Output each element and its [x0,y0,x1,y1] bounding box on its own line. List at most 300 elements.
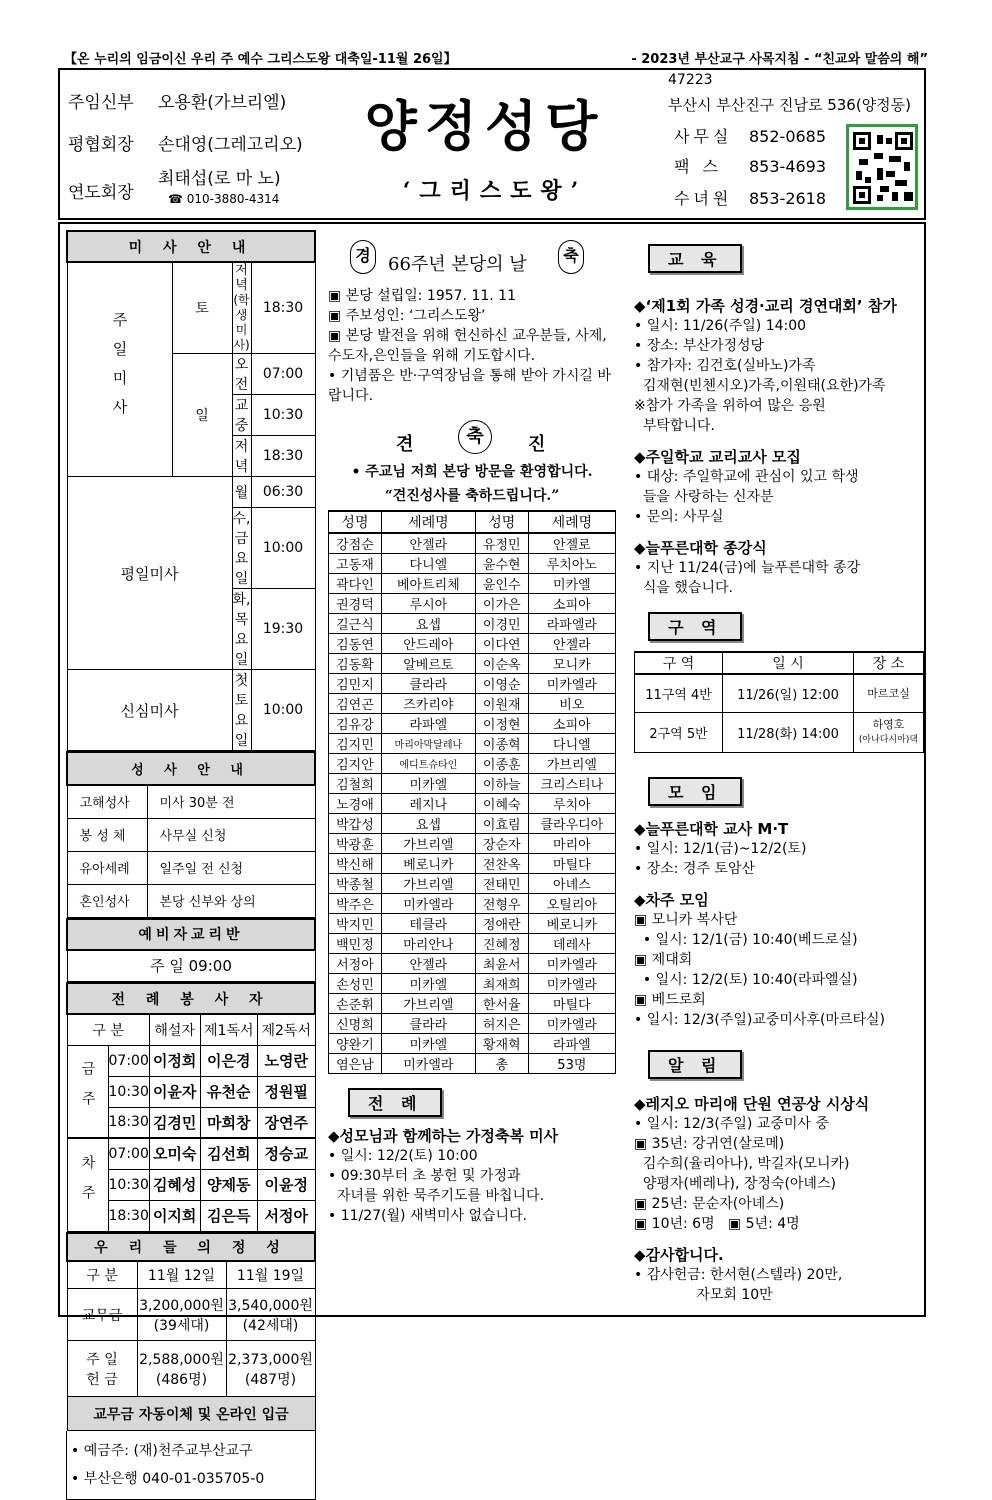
person-name: 최재희 [475,974,528,994]
senior-label: 연도회장 [68,183,134,203]
server-reader2: 장연주 [258,1107,316,1138]
sacrament-name: 고해성사 [67,785,147,818]
baptismal-name: 아녜스 [528,874,615,894]
office-phone: 852-0685 [749,127,827,146]
person-name: 곽다인 [329,574,382,594]
person-name: 황재혁 [475,1034,528,1054]
confirmation-header [328,414,616,462]
servers-table [66,982,316,1232]
baptismal-name: 미카엘라 [528,954,615,974]
edu-item-line: 부탁합니다. [634,418,715,434]
weekday-row-label: 월 [232,477,251,508]
fax-number: 853-4693 [749,157,827,176]
person-name: 윤인수 [475,574,528,594]
server-reader1: 김은득 [200,1200,257,1231]
server-reader2: 정원필 [258,1076,316,1107]
table-row [329,914,616,934]
staff-info [68,80,318,206]
baptismal-name: 미카엘라 [381,1054,475,1074]
person-name: 김지안 [329,754,382,774]
table-row [329,634,616,654]
offering-count: (42세대) [242,1317,299,1334]
sun-label: 일 [172,354,232,477]
person-name: 신명희 [329,1014,382,1034]
baptismal-name: 루시아 [381,594,475,614]
baptismal-name: 즈카리야 [381,694,475,714]
baptismal-name: 라파엘 [381,714,475,734]
meeting-item-line: ▣ 제대회 [634,951,693,968]
table-row [329,594,616,614]
district-head: 일 시 [723,652,854,674]
baptismal-name: 마리안나 [381,934,475,954]
baptismal-name: 가브리엘 [381,834,475,854]
baptismal-name: 베아트리체 [381,574,475,594]
left-column [66,230,316,1500]
table-row [329,974,616,994]
notice-item-line: 양평자(베레나), 장정숙(아녜스) [634,1175,836,1192]
offering-kind: 주 일 헌 금 [67,1341,137,1397]
notice-item-title: ◆감사합니다. [634,1245,724,1264]
baptismal-name: 레지나 [381,794,475,814]
meeting-item-title: ◆차주 모임 [634,890,709,909]
person-name: 허지은 [475,1014,528,1034]
catechumen-table [66,918,316,983]
catechumen-time: 주 일 09:00 [67,950,315,982]
person-name: 이영순 [475,674,528,694]
person-name: 권경덕 [329,594,382,614]
baptismal-name: 마틸다 [528,994,615,1014]
offering-count: (486명) [155,1371,208,1388]
person-name: 강점순 [329,533,382,554]
baptismal-name: 에디트슈타인 [381,754,475,774]
sacrament-name: 유아세례 [67,851,147,884]
district-name: 11구역 4반 [635,674,723,712]
person-name: 박종철 [329,874,382,894]
meeting-item-line: • 일시: 12/1(금)~12/2(토) [634,840,807,857]
names-head: 성명 [329,511,382,533]
baptismal-name: 안드레아 [381,634,475,654]
person-name: 이종혁 [475,734,528,754]
senior-name: 최태섭(로 마 노) [158,169,281,189]
baptismal-name: 가브리엘 [381,874,475,894]
edu-label: 교 육 [648,244,742,273]
edu-item-title: ◆주일학교 교리교사 모집 [634,448,801,466]
table-row [329,994,616,1014]
baptismal-name: 알베르토 [381,654,475,674]
baptismal-name: 미카엘 [381,774,475,794]
table-row [329,934,616,954]
sacrament-title: 성 사 안 내 [67,752,315,785]
zip-code: 47223 [668,72,713,88]
edu-item-line: • 문의: 사무실 [634,509,724,525]
table-row [329,614,616,634]
baptismal-name: 베로니카 [381,854,475,874]
sun-row-time: 18:30 [251,436,315,477]
district-table [634,651,924,753]
mass-table [66,230,316,751]
table-row [329,714,616,734]
table-row [329,654,616,674]
names-head: 세례명 [528,511,615,533]
table-row [329,1014,616,1034]
table-row [329,533,616,554]
offering-count: (39세대) [153,1317,210,1334]
sacrament-info: 미사 30분 전 [147,785,315,818]
notice-item-line: • 감사헌금: 한서현(스텔라) 20만, [634,1266,843,1283]
pastor-name: 오용환(가브리엘) [158,93,287,113]
meeting-item-line: ▣ 베드로회 [634,991,706,1008]
council-label: 평협회장 [68,135,134,155]
confirm-char-1: 견 [396,434,414,455]
server-reader1: 양제동 [200,1169,257,1200]
baptismal-name: 루치아 [528,794,615,814]
right-column [634,244,924,1305]
offering-amount: 2,373,000원 [228,1351,313,1368]
sacrament-info: 일주일 전 신청 [147,851,315,884]
sacrament-table [66,751,316,918]
notice-item-line: ▣ 35년: 강귀연(살로메) [634,1135,785,1152]
table-row [329,874,616,894]
baptismal-name: 미카엘라 [528,674,615,694]
auto-transfer-title: 교무금 자동이체 및 온라인 입금 [67,1397,315,1431]
anniversary-title: 66주년 본당의 날 [388,254,527,275]
office-label: 사무실 [674,127,733,146]
edu-item-line: • 일시: 11/26(주일) 14:00 [634,318,807,334]
edu-item-line: ※참가 가족을 위하여 많은 응원 [634,398,826,414]
server-commentator: 이정희 [149,1045,200,1076]
mass-title: 미 사 안 내 [67,231,315,262]
baptismal-name: 미카엘라 [528,1014,615,1034]
baptismal-name: 안젤라 [381,533,475,554]
person-name: 노경애 [329,794,382,814]
sat-evening-label: 저 녁 [235,263,248,293]
meeting-item-line: ▣ 모니카 복사단 [634,911,738,928]
notice-item-line: 자모회 10만 [634,1286,773,1303]
meeting-item-title: ◆늘푸른대학 교사 M·T [634,819,789,838]
sacrament-name: 봉 성 체 [67,818,147,851]
baptismal-name: 가브리엘 [381,994,475,1014]
server-reader2: 노영란 [258,1045,316,1076]
bank-account: • 부산은행 040-01-035705-0 [71,1471,265,1487]
baptismal-name: 다니엘 [381,554,475,574]
baptismal-name: 안젤라 [381,954,475,974]
server-commentator: 김경민 [149,1107,200,1138]
baptismal-name: 비오 [528,694,615,714]
server-commentator: 오미숙 [149,1138,200,1169]
person-name: 김지민 [329,734,382,754]
table-row [329,894,616,914]
liturgy-line: • 11/27(월) 새벽미사 없습니다. [328,1208,528,1224]
district-head: 구 역 [635,652,723,674]
baptismal-name: 다니엘 [528,734,615,754]
server-time: 07:00 [108,1045,149,1076]
catechumen-title: 예비자교리반 [67,919,315,950]
district-place-sub: (아나다시아)댁 [858,734,919,745]
offering-value [137,1289,226,1341]
server-commentator: 이지희 [149,1200,200,1231]
sun-row-time: 07:00 [251,354,315,395]
person-name: 전태민 [475,874,528,894]
notice-item-line: ▣ 10년: 6명 ▣ 5년: 4명 [634,1215,800,1232]
feast-banner: 【온 누리의 임금이신 우리 주 예수 그리스도왕 대축일-11월 26일】 [64,52,457,67]
meeting-item-line: • 일시: 12/1(금) 10:40(베드로실) [634,931,858,948]
offering-value [226,1341,315,1397]
account-holder: • 예금주: (재)천주교부산교구 [71,1443,253,1459]
person-name: 이원재 [475,694,528,714]
baptismal-name: 미카엘 [381,974,475,994]
person-name: 김동확 [329,654,382,674]
person-name: 김유강 [329,714,382,734]
edu-item-title: ◆‘제1회 가족 성경·교리 경연대회’ 참가 [634,297,897,315]
table-row [329,834,616,854]
sun-row-label: 오 전 [232,354,251,395]
baptismal-name: 라파엘 [528,1034,615,1054]
table-row [329,734,616,754]
anniversary-line: ▣ 주보성인: ‘그리스도왕’ [328,308,486,324]
edu-label-wrap [648,244,924,273]
edu-section [634,295,924,598]
offering-amount: 3,200,000원 [139,1297,224,1314]
baptismal-name: 소피아 [528,714,615,734]
baptismal-name: 베로니카 [528,914,615,934]
person-name: 양완기 [329,1034,382,1054]
edu-item-line: • 대상: 주일학교에 관심이 있고 학생 [634,469,859,485]
weekday-label: 평일미사 [67,477,232,670]
meeting-item-line: • 일시: 12/3(주일)교중미사후(마르타실) [634,1011,885,1028]
baptismal-name: 마리아막달레나 [381,734,475,754]
server-reader2: 서정아 [258,1200,316,1231]
names-head: 성명 [475,511,528,533]
baptismal-name: 미카엘라 [381,894,475,914]
header [58,68,926,220]
person-name: 유정민 [475,533,528,554]
district-time: 11/26(일) 12:00 [723,674,854,712]
weekday-row-label: 화,목요일 [232,589,251,670]
baptismal-name: 53명 [528,1054,615,1074]
baptismal-name: 데레사 [528,934,615,954]
senior-phone: ☎ 010-3880-4314 [168,192,280,206]
table-row [329,854,616,874]
person-name: 박주은 [329,894,382,914]
notice-item-line: 김수희(율리아나), 박길자(모니카) [634,1155,850,1172]
server-reader1: 마희창 [200,1107,257,1138]
district-place: 마르코실 [854,674,924,712]
table-row [329,694,616,714]
district-time: 11/28(화) 14:00 [723,712,854,752]
servers-head: 해설자 [149,1014,200,1045]
district-label-wrap [648,612,924,641]
server-time: 07:00 [108,1138,149,1169]
celebrate-circle-icon: 축 [458,420,492,454]
person-name: 이효림 [475,814,528,834]
baptismal-name: 마리아 [528,834,615,854]
baptismal-name: 안젤라 [528,634,615,654]
baptismal-name: 소피아 [528,594,615,614]
confirmation-table [328,510,616,1074]
district-label: 구 역 [648,612,742,641]
server-reader2: 이윤정 [258,1169,316,1200]
congrats-badge-icon: 경 [350,240,376,274]
sat-evening-sub: (학생미사) [233,293,250,352]
person-name: 손성민 [329,974,382,994]
anniversary-header [328,232,616,286]
meeting-label-wrap [648,777,924,806]
servers-title: 전 례 봉 사 자 [67,983,315,1014]
district-place-name: 하영호 [872,717,905,731]
table-row [329,954,616,974]
table-row [329,1034,616,1054]
person-name: 손준휘 [329,994,382,1014]
server-reader1: 유천순 [200,1076,257,1107]
table-row [329,1054,616,1074]
server-commentator: 이윤자 [149,1076,200,1107]
server-time: 10:30 [108,1076,149,1107]
offering-value [226,1289,315,1341]
celebrate-badge-icon: 축 [558,240,584,274]
sun-row-label: 교 중 [232,395,251,436]
next-week-label: 차주 [67,1138,108,1231]
weekday-row-time: 19:30 [251,589,315,670]
table-row [329,674,616,694]
liturgy-label: 전 례 [348,1088,442,1117]
notice-item-title: ◆레지오 마리애 단원 연공상 시상식 [634,1094,870,1113]
offering-count: (487명) [244,1371,297,1388]
sat-evening [232,262,251,354]
servers-head: 구 분 [67,1014,149,1045]
offering-head: 11월 12일 [137,1261,226,1289]
district-name: 2구역 5반 [635,712,723,752]
district-place [854,712,924,752]
server-reader1: 이은경 [200,1045,257,1076]
sun-row-time: 10:30 [251,395,315,436]
person-name: 길근식 [329,614,382,634]
servers-head: 제2독서 [258,1014,316,1045]
notice-label: 알 림 [648,1050,742,1079]
baptismal-name: 라파엘라 [528,614,615,634]
offering-kind: 교무금 [67,1289,137,1341]
center-column [328,232,616,1226]
server-time: 18:30 [108,1200,149,1231]
person-name: 김철희 [329,774,382,794]
edu-item-title: ◆늘푸른대학 종강식 [634,539,767,557]
notice-label-wrap [648,1050,924,1079]
edu-item-line: 김재현(빈첸시오)가족,이원태(요한)가족 [634,378,886,394]
faith-label: 신심미사 [67,670,232,751]
anniversary-line: • 기념품은 반·구역장님을 통해 받아 가시길 바랍니다. [328,368,611,404]
weekday-row-time: 10:00 [251,508,315,589]
welcome-line: • 주교님 저희 본당 방문을 환영합니다. [351,464,593,480]
pastor-label: 주임신부 [68,93,134,113]
baptismal-name: 가브리엘 [528,754,615,774]
edu-item-line: • 지난 11/24(금)에 늘푸른대학 종강 [634,560,861,576]
person-name: 최윤서 [475,954,528,974]
sacrament-info: 본당 신부와 상의 [147,884,315,917]
offering-amount: 2,588,000원 [139,1351,224,1368]
person-name: 전찬옥 [475,854,528,874]
baptismal-name: 미카엘라 [528,974,615,994]
sacrament-name: 혼인성사 [67,884,147,917]
sat-label: 토 [172,262,232,354]
sun-row-label: 저 녁 [232,436,251,477]
person-name: 진혜정 [475,934,528,954]
person-name: 김연곤 [329,694,382,714]
diocese-motto: - 2023년 부산교구 사목지침 - “친교와 말씀의 해” [631,52,928,67]
edu-item-line: 들을 사랑하는 신자분 [634,489,774,505]
bank-info [66,1431,316,1500]
district-head: 장 소 [854,652,924,674]
person-name: 이혜숙 [475,794,528,814]
council-name: 손대영(그레고리오) [158,135,303,155]
parish-title: 양정성당 [364,94,606,158]
sat-time: 18:30 [251,262,315,354]
baptismal-name: 미카엘 [381,1034,475,1054]
parish-subtitle: ‘그리스도왕’ [402,178,588,204]
person-name: 이가은 [475,594,528,614]
offering-value [137,1341,226,1397]
faith-day: 첫토요일 [232,670,251,751]
offering-head: 11월 19일 [226,1261,315,1289]
person-name: 김민지 [329,674,382,694]
servers-head: 제1독서 [200,1014,257,1045]
offering-table [66,1232,316,1432]
baptismal-name: 클라우디아 [528,814,615,834]
table-row [329,774,616,794]
anniversary-line: ▣ 본당 설립일: 1957. 11. 11 [328,288,516,304]
table-row [329,754,616,774]
liturgy-line: 자녀를 위한 묵주기도를 바칩니다. [328,1188,545,1204]
person-name: 박신해 [329,854,382,874]
person-name: 박갑성 [329,814,382,834]
convent-phone: 853-2618 [749,189,827,208]
names-head: 세례명 [381,511,475,533]
person-name: 윤수현 [475,554,528,574]
liturgy-title: ◆성모님과 함께하는 가정축복 미사 [328,1127,559,1145]
person-name: 이순옥 [475,654,528,674]
person-name: 이하늘 [475,774,528,794]
qr-code[interactable] [846,124,918,210]
person-name: 이경민 [475,614,528,634]
table-row [329,574,616,594]
notice-section [634,1093,924,1305]
person-name: 정애란 [475,914,528,934]
meeting-item-line: • 일시: 12/2(토) 10:40(라파엘실) [634,971,858,988]
edu-item-line: • 장소: 부산가정성당 [634,338,765,354]
qr-code-icon [853,131,913,205]
weekday-row-time: 06:30 [251,477,315,508]
offering-amount: 3,540,000원 [228,1297,313,1314]
baptismal-name: 요셉 [381,614,475,634]
baptismal-name: 마틸다 [528,854,615,874]
person-name: 장순자 [475,834,528,854]
person-name: 이종훈 [475,754,528,774]
baptismal-name: 모니카 [528,654,615,674]
person-name: 백민정 [329,934,382,954]
person-name: 박광훈 [329,834,382,854]
meeting-item-line: • 장소: 경주 토암산 [634,860,755,877]
baptismal-name: 요셉 [381,814,475,834]
notice-item-line: ▣ 25년: 문순자(아녜스) [634,1195,785,1212]
person-name: 총 [475,1054,528,1074]
person-name: 이다연 [475,634,528,654]
fax-label: 팩 스 [674,157,722,176]
sunday-mass-label: 주일미사 [67,262,172,477]
baptismal-name: 클라라 [381,1014,475,1034]
contact-info [660,70,925,220]
this-week-label: 금주 [67,1045,108,1138]
convent-label: 수녀원 [674,189,733,208]
table-row [329,554,616,574]
baptismal-name: 루치아노 [528,554,615,574]
